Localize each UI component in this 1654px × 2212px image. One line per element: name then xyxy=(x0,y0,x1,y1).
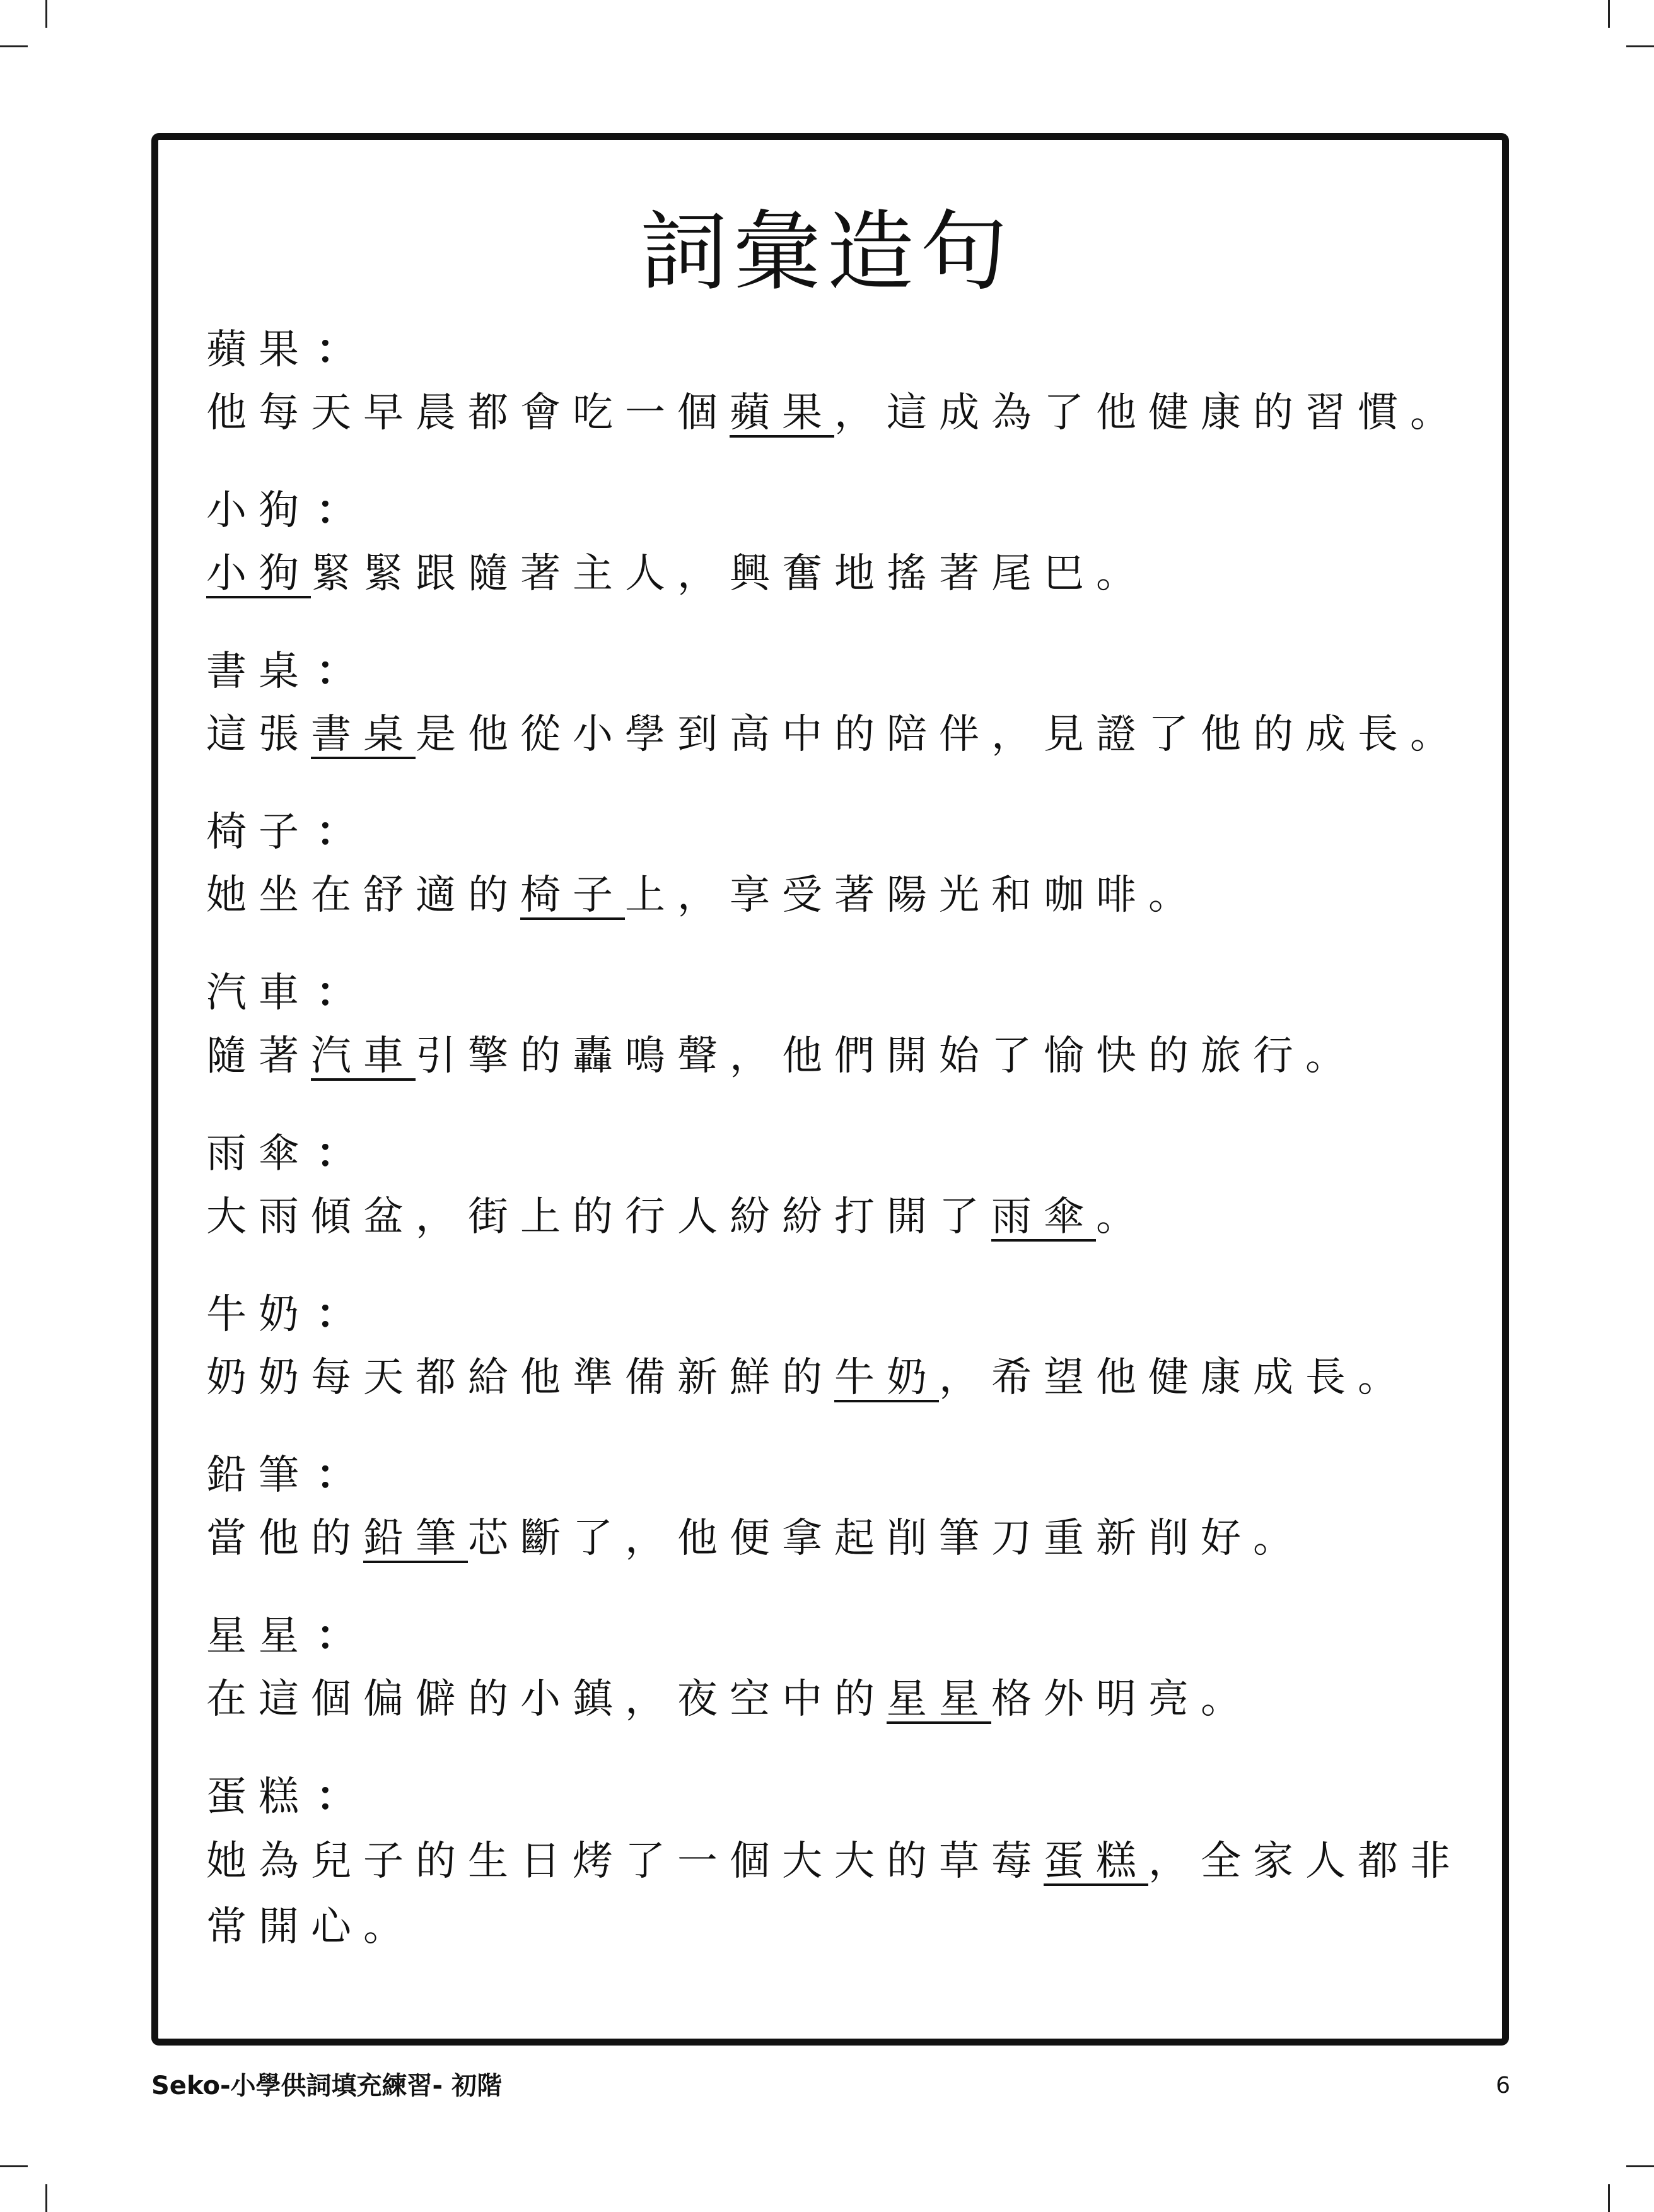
vocab-word: 牛奶 xyxy=(206,1291,311,1338)
vocab-word: 鉛筆 xyxy=(206,1452,311,1499)
sentence-after: 芯斷了，他便拿起削筆刀重新削好。 xyxy=(468,1515,1305,1562)
colon: ： xyxy=(316,327,356,373)
crop-mark-top-right xyxy=(1608,0,1610,28)
vocab-word-line xyxy=(206,640,1474,703)
crop-mark-bottom-right-horizontal xyxy=(1626,2165,1654,2167)
example-sentence xyxy=(206,864,1474,927)
crop-mark-top-right-horizontal xyxy=(1626,45,1654,47)
sentence-before: 在這個偏僻的小鎮，夜空中的 xyxy=(206,1676,887,1723)
vocab-word: 椅子 xyxy=(206,809,311,856)
vocab-word-line xyxy=(206,318,1474,381)
entry-item xyxy=(206,318,1474,479)
vocab-word: 書桌 xyxy=(206,648,311,695)
sentence-before: 大雨傾盆，街上的行人紛紛打開了 xyxy=(206,1194,991,1240)
vocab-word-line xyxy=(206,1444,1474,1507)
colon: ： xyxy=(316,487,356,534)
underlined-word: 椅子 xyxy=(520,872,625,919)
example-sentence xyxy=(206,1829,1474,1960)
underlined-word: 雨傘 xyxy=(991,1194,1096,1240)
colon: ： xyxy=(316,648,356,695)
example-sentence xyxy=(206,1346,1474,1409)
sentence-after: ，全家人都非常開心。 xyxy=(206,1838,1462,1950)
vocab-word: 蘋果 xyxy=(206,327,311,373)
entry-item xyxy=(206,801,1474,962)
sentence-before: 她為兒子的生日烤了一個大大的草莓 xyxy=(206,1838,1044,1885)
sentence-after: 是他從小學到高中的陪伴，見證了他的成長。 xyxy=(416,711,1462,758)
vocab-word-line xyxy=(206,1766,1474,1829)
vocab-word: 蛋糕 xyxy=(206,1774,311,1820)
sentence-before: 這張 xyxy=(206,711,311,758)
sentence-before: 他每天早晨都會吃一個 xyxy=(206,390,730,436)
entry-item xyxy=(206,479,1474,640)
colon: ： xyxy=(316,1452,356,1499)
sentence-before: 當他的 xyxy=(206,1515,363,1562)
example-sentence xyxy=(206,703,1474,766)
vocab-word-line xyxy=(206,1122,1474,1185)
crop-mark-top-left-horizontal xyxy=(0,45,28,47)
vocab-word-line xyxy=(206,962,1474,1025)
page-number: 6 xyxy=(1496,2073,1510,2098)
sentence-before: 奶奶每天都給他準備新鮮的 xyxy=(206,1354,834,1401)
entry-item xyxy=(206,1283,1474,1444)
sentence-after: 緊緊跟隨著主人，興奮地搖著尾巴。 xyxy=(311,550,1148,597)
vocab-word-line xyxy=(206,801,1474,864)
crop-mark-bottom-left-horizontal xyxy=(0,2165,28,2167)
entry-item xyxy=(206,1444,1474,1605)
crop-mark-bottom-right xyxy=(1608,2184,1610,2212)
example-sentence xyxy=(206,1507,1474,1570)
example-sentence xyxy=(206,1025,1474,1088)
underlined-word: 牛奶 xyxy=(834,1354,939,1401)
crop-mark-bottom-left xyxy=(45,2184,47,2212)
page-title: 詞彙造句 xyxy=(640,201,1014,303)
example-sentence xyxy=(206,381,1474,445)
example-sentence xyxy=(206,542,1474,605)
colon: ： xyxy=(316,1131,356,1177)
underlined-word: 蘋果 xyxy=(730,390,834,436)
underlined-word: 書桌 xyxy=(311,711,416,758)
colon: ： xyxy=(316,1613,356,1660)
vocab-word: 小狗 xyxy=(206,487,311,534)
sentence-after: 格外明亮。 xyxy=(991,1676,1253,1723)
crop-mark-top-left xyxy=(45,0,47,28)
vocab-word-line xyxy=(206,479,1474,542)
example-sentence xyxy=(206,1668,1474,1731)
sentence-after: 引擎的轟鳴聲，他們開始了愉快的旅行。 xyxy=(416,1033,1358,1080)
entry-item xyxy=(206,1605,1474,1766)
entry-item xyxy=(206,1122,1474,1283)
underlined-word: 汽車 xyxy=(311,1033,416,1080)
colon: ： xyxy=(316,809,356,856)
vocab-word: 星星 xyxy=(206,1613,311,1660)
sentence-after: ，希望他健康成長。 xyxy=(939,1354,1410,1401)
entry-item xyxy=(206,962,1474,1122)
sentence-after: 。 xyxy=(1096,1194,1148,1240)
entry-item xyxy=(206,640,1474,801)
underlined-word: 鉛筆 xyxy=(363,1515,468,1562)
entry-list xyxy=(206,318,1474,1950)
vocab-word: 雨傘 xyxy=(206,1131,311,1177)
vocab-word-line xyxy=(206,1605,1474,1668)
underlined-word: 星星 xyxy=(887,1676,991,1723)
colon: ： xyxy=(316,1774,356,1820)
vocab-word-line xyxy=(206,1283,1474,1346)
colon: ： xyxy=(316,1291,356,1338)
sentence-after: ，這成為了他健康的習慣。 xyxy=(834,390,1462,436)
underlined-word: 蛋糕 xyxy=(1044,1838,1148,1885)
sentence-before: 她坐在舒適的 xyxy=(206,872,520,919)
underlined-word: 小狗 xyxy=(206,550,311,597)
example-sentence xyxy=(206,1185,1474,1249)
sentence-after: 上，享受著陽光和咖啡。 xyxy=(625,872,1201,919)
entry-item xyxy=(206,1766,1474,1950)
footer-book-title: Seko-小學供詞填充練習- 初階 xyxy=(151,2071,503,2100)
sentence-before: 隨著 xyxy=(206,1033,311,1080)
vocab-word: 汽車 xyxy=(206,970,311,1016)
colon: ： xyxy=(316,970,356,1016)
